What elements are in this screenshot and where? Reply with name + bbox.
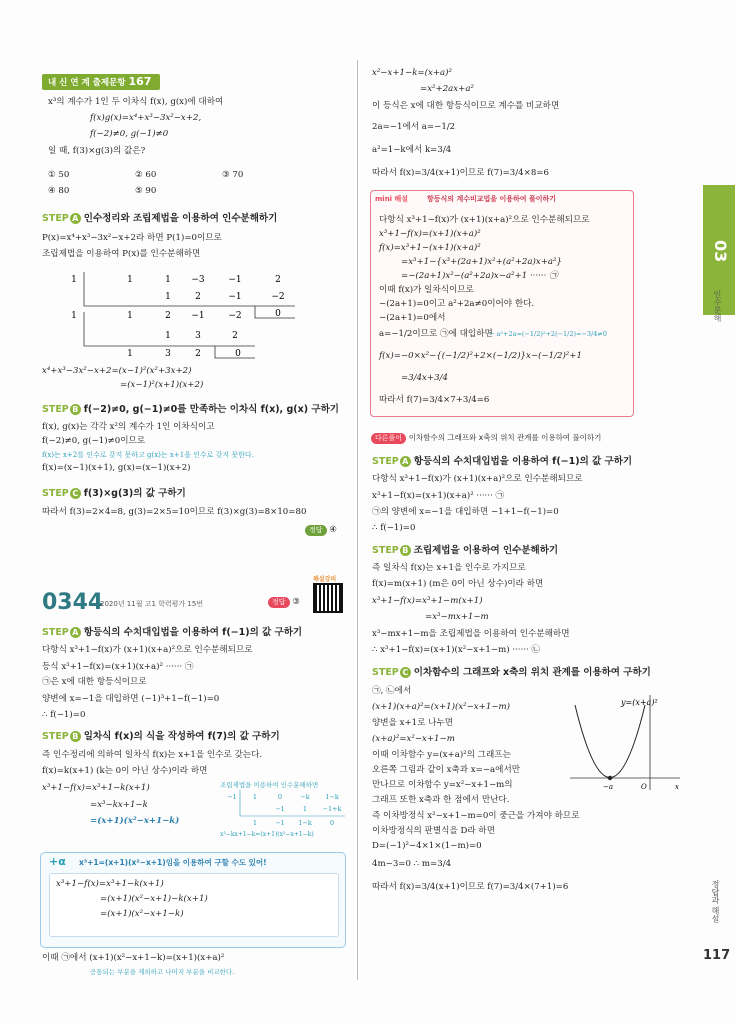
synth2-cell: 1	[302, 805, 308, 813]
choice-4: ④ 80	[48, 186, 70, 196]
synth-cell: 2	[275, 275, 281, 285]
synth-cell: 1	[165, 331, 171, 341]
tip-line: =(x+1)(x²−x+1−k)	[100, 909, 184, 919]
solution-line: 이때 ㉠에서 (x+1)(x²−x+1−k)=(x+1)(x+a)²	[42, 953, 225, 963]
mini-tag: mini 해설	[375, 195, 409, 203]
step-letter: A	[70, 627, 81, 638]
mini-title: 항등식의 계수비교법을 이용하여 풀이하기	[427, 195, 557, 203]
step-label: STEP	[372, 545, 399, 556]
mini-line: f(x)=x³+1−(x+1)(x+a)²	[379, 243, 481, 253]
step-title: 일차식 f(x)의 식을 작성하여 f(7)의 값 구하기	[83, 731, 280, 742]
step-letter: B	[70, 731, 81, 742]
step-letter: A	[70, 213, 81, 224]
problem-source: 2020년 11월 고1 학력평가 15번	[100, 600, 204, 608]
tip-box	[40, 852, 346, 948]
solution-line: =x³−mx+1−m	[425, 612, 489, 622]
solution-line: D=(−1)²−4×1×(1−m)=0	[372, 841, 482, 851]
solution-line: x³+1−f(x)=x³+1−k(x+1)	[42, 783, 150, 793]
chapter-label: 인수분해	[713, 290, 722, 322]
mini-line: =x³+1−{x³+(2a+1)x²+(a²+2a)x+a²}	[401, 257, 562, 267]
mini-line: 다항식 x³+1−f(x)가 (x+1)(x+a)²으로 인수분해되므로	[379, 215, 590, 225]
step-a-heading	[42, 627, 302, 638]
solution-line: f(−2)≠0, g(−1)≠0이므로	[42, 436, 146, 446]
footer-label: 정답과 해설	[711, 880, 720, 923]
solution-line: ∴ x³+1−f(x)=(x+1)(x²−x+1−m) ······ ㉡	[372, 645, 541, 655]
mini-line: =−(2a+1)x²−(a²+2a)x−a²+1 ······ ㉠	[401, 271, 558, 281]
synth2-cell: 1	[252, 793, 258, 801]
mini-line: x³+1−f(x)=(x+1)(x+a)²	[379, 229, 481, 239]
solution-line: x³+1−f(x)=x³+1−m(x+1)	[372, 596, 483, 606]
answer-label: 정답	[268, 597, 290, 608]
solution-line: f(x)=k(x+1) (k는 0이 아닌 상수)이라 하면	[42, 766, 208, 776]
solution-line: 이때 이차함수 y=(x+a)²의 그래프는	[372, 750, 511, 760]
mini-line: =3/4x+3/4	[401, 373, 448, 383]
solution-line: 따라서 f(x)=3/4(x+1)이므로 f(7)=3/4×(7+1)=6	[372, 882, 569, 892]
alt-title: 이차함수의 그래프와 x축의 위치 관계를 이용하여 풀이하기	[408, 433, 602, 442]
solution-line: 즉 인수정리에 의하여 일차식 f(x)는 x+1을 인수로 갖는다.	[42, 750, 263, 760]
synth-cell: 1	[127, 275, 133, 285]
solution-line: 만나므로 이차함수 y=x²−x+1−m의	[372, 780, 513, 790]
solution-note: f(x)는 x+2를 인수로 갖지 못하고 g(x)는 x+1을 인수로 갖지 못한다.	[42, 451, 254, 459]
synth2-title: 조립제법을 이용하여 인수분해하면	[220, 781, 319, 789]
chapter-number: 03	[711, 240, 730, 263]
column-divider	[357, 60, 358, 980]
synth2-cell: −1+k	[322, 805, 342, 813]
curve-label: y=(x+a)²	[621, 698, 658, 707]
step-c-heading	[372, 667, 651, 678]
synth-cell: 1	[127, 311, 133, 321]
step-b-heading	[42, 731, 280, 742]
solution-line: 오른쪽 그림과 같이 x축과 x=−a에서만	[372, 765, 521, 775]
solution-line: f(x), g(x)는 각각 x²의 계수가 1인 이차식이고	[42, 422, 215, 432]
synth-cell: −1	[228, 275, 242, 285]
step-label: STEP	[42, 627, 69, 638]
step-b-heading	[42, 404, 339, 415]
alt-tag: 다른풀이	[371, 433, 406, 444]
step-letter: C	[400, 667, 411, 678]
step-b-heading	[372, 545, 558, 556]
synth-cell: 2	[165, 311, 171, 321]
header-number: 167	[128, 75, 152, 88]
answer-tag	[305, 525, 337, 536]
solution-line: P(x)=x⁴+x³−3x²−x+2라 하면 P(1)=0이므로	[42, 233, 222, 243]
mini-line: −(2a+1)=0에서	[379, 313, 446, 323]
synth-cell: 3	[195, 331, 201, 341]
synth2-cell: 0	[329, 819, 335, 827]
mini-line: −(2a+1)=0이고 a²+2a≠0이어야 한다.	[379, 299, 535, 309]
synth-cell: 1	[71, 275, 77, 285]
synth2-cell: −1	[275, 805, 285, 813]
solution-line: ∴ f(−1)=0	[42, 710, 86, 720]
solution-line: 이 등식은 x에 대한 항등식이므로 계수를 비교하면	[372, 101, 560, 111]
solution-line: x²−x+1−k=(x+a)²	[372, 68, 452, 78]
problem-number: 0344	[42, 590, 104, 615]
problem-header	[42, 74, 160, 90]
step-a-heading	[372, 456, 632, 467]
solution-line: x³−mx+1−m을 조립제법을 이용하여 인수분해하면	[372, 629, 570, 639]
step-letter: B	[70, 404, 81, 415]
origin-label: O	[641, 783, 647, 791]
parabola-graph	[565, 690, 685, 795]
synth-cell: 2	[195, 292, 201, 302]
synth2-cell: 1−k	[298, 819, 312, 827]
solution-line: ㉠의 양변에 x=−1을 대입하면 −1+1−f(−1)=0	[372, 507, 559, 517]
step-label: STEP	[42, 488, 69, 499]
synth-cell: 0	[275, 309, 281, 319]
problem-line-3: f(−2)≠0, g(−1)≠0	[90, 129, 169, 139]
solution-line: 4m−3=0 ∴ m=3/4	[372, 859, 452, 869]
qr-caption: 해설강의	[313, 576, 337, 583]
answer-tag	[268, 597, 300, 608]
solution-line: 따라서 f(3)=2×4=8, g(3)=2×5=10이므로 f(3)×g(3)=8×10=80	[42, 507, 307, 517]
synth-cell: 1	[165, 292, 171, 302]
synth2-foot: x³−kx+1−k=(x+1)(x²−x+1−k)	[220, 831, 314, 838]
mini-line: 따라서 f(7)=3/4×7+3/4=6	[379, 395, 490, 405]
synth2-cell: 0	[277, 793, 283, 801]
synth-cell: 0	[235, 349, 241, 359]
tip-line: =(x+1)(x²−x+1)−k(x+1)	[100, 894, 208, 904]
solution-line: x⁴+x³−3x²−x+2=(x−1)²(x²+3x+2)	[42, 366, 192, 376]
synthetic-division-table	[40, 268, 340, 363]
alt-heading	[371, 432, 601, 444]
solution-note: 공통되는 부분을 제외하고 나머지 부분을 비교한다.	[90, 968, 235, 976]
step-label: STEP	[372, 667, 399, 678]
step-title: 조립제법을 이용하여 인수분해하기	[413, 545, 559, 556]
mini-line: a=−1/2이므로 ㉠에 대입하면	[379, 329, 493, 339]
solution-line: 다항식 x³+1−f(x)가 (x+1)(x+a)²으로 인수분해되므로	[372, 474, 583, 484]
step-label: STEP	[42, 404, 69, 415]
step-a-heading	[42, 213, 277, 224]
solution-line: a²=1−k에서 k=3/4	[372, 145, 452, 155]
synth2-cell: 1	[252, 819, 258, 827]
tip-line: x³+1−f(x)=x³+1−k(x+1)	[56, 879, 164, 889]
synth-cell: −1	[191, 311, 205, 321]
step-title: f(−2)≠0, g(−1)≠0를 만족하는 이차식 f(x), g(x) 구하기	[83, 404, 339, 415]
synth-cell: 1	[127, 349, 133, 359]
synth-cell: 2	[232, 331, 238, 341]
solution-line: 그래프 또한 x축과 한 점에서 만난다.	[372, 795, 510, 805]
answer-label: 정답	[305, 525, 327, 536]
synth-cell: −2	[271, 292, 285, 302]
step-title: 인수정리와 조립제법을 이용하여 인수분해하기	[83, 213, 278, 224]
solution-line: 이차방정식의 판별식을 D라 하면	[372, 826, 496, 836]
answer-value: ④	[329, 525, 337, 535]
solution-line: (x+a)²=x²−x+1−m	[372, 734, 455, 744]
solution-line: ∴ f(−1)=0	[372, 523, 416, 533]
solution-line: =x²+2ax+a²	[420, 84, 474, 94]
plus-alpha-icon: +α	[49, 855, 66, 868]
x-axis-label: x	[675, 783, 679, 791]
step-title: 이차함수의 그래프와 x축의 위치 관계를 이용하여 구하기	[413, 667, 651, 678]
step-title: f(3)×g(3)의 값 구하기	[83, 488, 186, 499]
synth2-cell: −k	[300, 793, 310, 801]
solution-line: ㉠, ㉡에서	[372, 686, 412, 696]
solution-line: 즉 일차식 f(x)는 x+1을 인수로 가지므로	[372, 563, 526, 573]
synth-cell: −2	[228, 311, 242, 321]
solution-line: ㉠은 x에 대한 항등식이므로	[42, 677, 147, 687]
tip-content	[49, 873, 339, 937]
solution-line: =x³−kx+1−k	[90, 800, 148, 810]
solution-line: =(x+1)(x²−x+1−k)	[90, 816, 180, 826]
problem-line-4: 일 때, f(3)×g(3)의 값은?	[48, 146, 146, 156]
qr-code[interactable]	[313, 583, 343, 613]
vertex-label: −a	[603, 783, 614, 791]
synthetic-division-note	[200, 778, 350, 838]
solution-line: 조립제법을 이용하여 P(x)를 인수분해하면	[42, 249, 201, 259]
solution-line: f(x)=m(x+1) (m은 0이 아닌 상수)이라 하면	[372, 579, 544, 589]
step-c-heading	[42, 488, 186, 499]
synth-cell: −1	[228, 292, 242, 302]
synth-cell: 3	[165, 349, 171, 359]
step-letter: B	[400, 545, 411, 556]
step-label: STEP	[372, 456, 399, 467]
synth-cell: −3	[191, 275, 205, 285]
solution-line: 양변을 x+1로 나누면	[372, 718, 454, 728]
choice-5: ⑤ 90	[135, 186, 157, 196]
solution-line: 다항식 x³+1−f(x)가 (x+1)(x+a)²으로 인수분해되므로	[42, 645, 253, 655]
solution-line: =(x−1)²(x+1)(x+2)	[120, 380, 204, 390]
choice-3: ③ 70	[222, 170, 244, 180]
page-number: 117	[703, 948, 731, 963]
mini-line: 이때 f(x)가 일차식이므로	[379, 285, 474, 295]
synth-cell: 1	[71, 311, 77, 321]
step-title: 항등식의 수치대입법을 이용하여 f(−1)의 값 구하기	[413, 456, 633, 467]
synth-cell: 1	[165, 275, 171, 285]
step-letter: C	[70, 488, 81, 499]
solution-line: 양변에 x=−1을 대입하면 (−1)³+1−f(−1)=0	[42, 694, 220, 704]
synth-cell: 2	[195, 349, 201, 359]
synth2-cell: −1	[275, 819, 285, 827]
tip-heading: x³+1=(x+1)(x²−x+1)임을 이용하여 구할 수도 있어!	[79, 858, 267, 867]
problem-line-2: f(x)g(x)=x⁴+x³−3x²−x+2,	[90, 113, 202, 123]
mini-line: f(x)=−0×x²−{(−1/2)²+2×(−1/2)}x−(−1/2)²+1	[379, 351, 582, 361]
step-title: 항등식의 수치대입법을 이용하여 f(−1)의 값 구하기	[83, 627, 303, 638]
step-label: STEP	[42, 213, 69, 224]
solution-line: x³+1−f(x)=(x+1)(x+a)² ······ ㉠	[372, 491, 505, 501]
synth2-cell: 1−k	[325, 793, 339, 801]
solution-line: 따라서 f(x)=3/4(x+1)이므로 f(7)=3/4×8=6	[372, 168, 549, 178]
choice-2: ② 60	[135, 170, 157, 180]
mini-solution-box	[370, 190, 634, 417]
step-letter: A	[400, 456, 411, 467]
synth2-cell: −1	[227, 793, 237, 801]
solution-line: 2a=−1에서 a=−1/2	[372, 122, 456, 132]
solution-line: 즉 이차방정식 x²−x+1−m=0이 중근을 가져야 하므로	[372, 811, 580, 821]
step-label: STEP	[42, 731, 69, 742]
answer-value: ③	[292, 597, 300, 607]
choice-1: ① 50	[48, 170, 70, 180]
header-label: 내 신 연 계 출제문항	[48, 78, 126, 88]
solution-line: 등식 x³+1−f(x)=(x+1)(x+a)² ······ ㉠	[42, 662, 194, 672]
problem-line-1: x³의 계수가 1인 두 이차식 f(x), g(x)에 대하여	[48, 97, 224, 107]
solution-line: f(x)=(x−1)(x+1), g(x)=(x−1)(x+2)	[42, 463, 191, 473]
solution-line: (x+1)(x+a)²=(x+1)(x²−x+1−m)	[372, 702, 511, 712]
mini-side-note: ← a²+2a=(−1/2)²+2(−1/2)=−3/4≠0	[489, 330, 607, 338]
